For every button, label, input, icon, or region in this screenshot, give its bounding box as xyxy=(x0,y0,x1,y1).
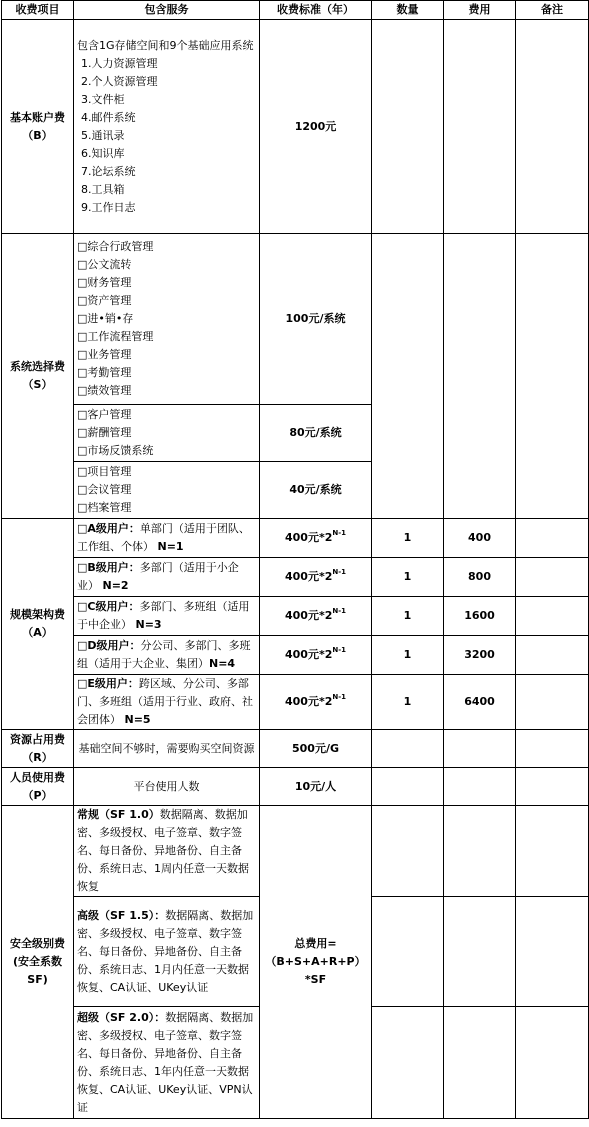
scale-price-exp: N-1 xyxy=(332,529,346,538)
scale-n: N=2 xyxy=(102,579,129,592)
scale-option[interactable] xyxy=(74,519,260,558)
security-note[interactable] xyxy=(516,1007,589,1119)
scale-qty[interactable]: 1 xyxy=(372,636,444,675)
system-option[interactable]: □工作流程管理 xyxy=(77,330,154,343)
scale-n: N=1 xyxy=(157,540,184,553)
scale-price-exp: N-1 xyxy=(332,568,346,577)
system-group-1 xyxy=(74,234,260,405)
security-level[interactable] xyxy=(74,897,260,1007)
system-qty[interactable] xyxy=(372,234,444,519)
security-category: 安全级别费(安全系数SF) xyxy=(2,806,74,1119)
scale-level: □E级用户： xyxy=(77,677,139,690)
scale-qty[interactable]: 1 xyxy=(372,519,444,558)
scale-price xyxy=(260,597,372,636)
security-row xyxy=(2,806,589,897)
scale-note[interactable] xyxy=(516,558,589,597)
scale-option[interactable] xyxy=(74,597,260,636)
scale-row xyxy=(2,636,589,675)
scale-price xyxy=(260,558,372,597)
security-qty[interactable] xyxy=(372,806,444,897)
header-category: 收费项目 xyxy=(2,1,74,20)
system-option[interactable]: □财务管理 xyxy=(77,276,132,289)
header-note: 备注 xyxy=(516,1,589,20)
header-fee: 费用 xyxy=(444,1,516,20)
security-level-title: 高级（SF 1.5）： xyxy=(77,908,166,922)
scale-row xyxy=(2,558,589,597)
security-note[interactable] xyxy=(516,897,589,1007)
basic-intro: 包含1G存储空间和9个基础应用系统 xyxy=(77,38,254,52)
scale-option[interactable] xyxy=(74,558,260,597)
personnel-desc: 平台使用人数 xyxy=(74,768,260,806)
scale-category: 规模架构费（A） xyxy=(2,519,74,730)
scale-level: □A级用户： xyxy=(77,522,140,535)
scale-n: N=5 xyxy=(124,713,151,726)
resource-fee[interactable] xyxy=(444,730,516,768)
system-price-2: 80元/系统 xyxy=(260,405,372,462)
system-option[interactable]: □综合行政管理 xyxy=(77,240,154,253)
scale-price-exp: N-1 xyxy=(332,646,346,655)
scale-level: □B级用户： xyxy=(77,561,140,574)
pricing-table xyxy=(1,0,589,1119)
resource-row xyxy=(2,730,589,768)
system-row xyxy=(2,234,589,405)
personnel-note[interactable] xyxy=(516,768,589,806)
system-option[interactable]: □资产管理 xyxy=(77,294,132,307)
system-option[interactable]: □业务管理 xyxy=(77,348,132,361)
basic-qty[interactable] xyxy=(372,20,444,234)
scale-desc: 多部门、多班组（适用于中企业） xyxy=(77,600,250,631)
security-level-desc: 数据隔离、数据加密、多级授权、电子签章、数字签名、每日备份、异地备份、自主备份、系统日志、1月内任意一天数据恢复、CA认证、UKey认证 xyxy=(77,908,254,994)
security-qty[interactable] xyxy=(372,1007,444,1119)
scale-desc: 单部门（适用于团队、工作组、个体） xyxy=(77,522,250,553)
security-level-title: 超级（SF 2.0）： xyxy=(77,1010,166,1024)
scale-note[interactable] xyxy=(516,597,589,636)
scale-desc: 多部门（适用于小企业） xyxy=(77,561,239,592)
scale-price-base: 400元*2 xyxy=(284,570,333,583)
basic-services xyxy=(74,20,260,234)
scale-row xyxy=(2,519,589,558)
scale-price xyxy=(260,675,372,730)
security-level[interactable] xyxy=(74,806,260,897)
scale-note[interactable] xyxy=(516,675,589,730)
scale-option[interactable] xyxy=(74,675,260,730)
security-level-desc: 数据隔离、数据加密、多级授权、电子签章、数字签名、每日备份、异地备份、自主备份、系统日志、1年内任意一天数据恢复、CA认证、UKey认证、VPN认证 xyxy=(77,1010,254,1114)
header-services: 包含服务 xyxy=(74,1,260,20)
scale-price-exp: N-1 xyxy=(332,607,346,616)
system-option[interactable]: □会议管理 xyxy=(77,483,132,496)
system-option[interactable]: □项目管理 xyxy=(77,465,132,478)
basic-item: 8.工具箱 xyxy=(81,182,125,196)
resource-desc: 基础空间不够时，需要购买空间资源 xyxy=(74,730,260,768)
personnel-qty[interactable] xyxy=(372,768,444,806)
scale-fee: 400 xyxy=(444,519,516,558)
basic-item: 9.工作日志 xyxy=(81,200,136,214)
system-group-2 xyxy=(74,405,260,462)
basic-fee[interactable] xyxy=(444,20,516,234)
system-option[interactable]: □考勤管理 xyxy=(77,366,132,379)
system-option[interactable]: □进•销•存 xyxy=(77,312,134,325)
system-option[interactable]: □市场反馈系统 xyxy=(77,444,154,457)
scale-qty[interactable]: 1 xyxy=(372,558,444,597)
header-row xyxy=(2,1,589,20)
scale-n: N=3 xyxy=(135,618,162,631)
system-group-3 xyxy=(74,462,260,519)
security-fee[interactable] xyxy=(444,1007,516,1119)
scale-price xyxy=(260,519,372,558)
scale-desc: 分公司、多部门、多班组（适用于大企业、集团） xyxy=(77,639,251,670)
header-qty: 数量 xyxy=(372,1,444,20)
system-option[interactable]: □档案管理 xyxy=(77,501,132,514)
scale-note[interactable] xyxy=(516,519,589,558)
scale-desc: 跨区域、分公司、多部门、多班组（适用于行业、政府、社会团体） xyxy=(77,677,253,726)
system-option[interactable]: □绩效管理 xyxy=(77,384,132,397)
security-total: 总费用=（B+S+A+R+P）*SF xyxy=(260,806,372,1119)
basic-item: 3.文件柜 xyxy=(81,92,125,106)
security-qty[interactable] xyxy=(372,897,444,1007)
personnel-category: 人员使用费（P） xyxy=(2,768,74,806)
scale-price xyxy=(260,636,372,675)
scale-qty[interactable]: 1 xyxy=(372,597,444,636)
scale-price-base: 400元*2 xyxy=(284,695,333,708)
security-level[interactable] xyxy=(74,1007,260,1119)
scale-fee: 6400 xyxy=(444,675,516,730)
system-option[interactable]: □薪酬管理 xyxy=(77,426,132,439)
system-price-3: 40元/系统 xyxy=(260,462,372,519)
scale-option[interactable] xyxy=(74,636,260,675)
scale-row xyxy=(2,597,589,636)
scale-n: N=4 xyxy=(209,657,236,670)
scale-fee: 1600 xyxy=(444,597,516,636)
scale-qty[interactable]: 1 xyxy=(372,675,444,730)
security-level-title: 常规（SF 1.0） xyxy=(77,808,160,821)
resource-price: 500元/G xyxy=(260,730,372,768)
system-option[interactable]: □客户管理 xyxy=(77,408,132,421)
scale-level: □C级用户： xyxy=(77,600,140,613)
system-option[interactable]: □公文流转 xyxy=(77,258,132,271)
scale-level: □D级用户： xyxy=(77,639,141,652)
personnel-price: 10元/人 xyxy=(260,768,372,806)
system-fee[interactable] xyxy=(444,234,516,519)
scale-row xyxy=(2,675,589,730)
security-fee[interactable] xyxy=(444,806,516,897)
resource-qty[interactable] xyxy=(372,730,444,768)
basic-item: 4.邮件系统 xyxy=(81,110,136,124)
basic-price: 1200元 xyxy=(260,20,372,234)
basic-item: 5.通讯录 xyxy=(81,128,125,142)
basic-item: 7.论坛系统 xyxy=(81,164,136,178)
system-note[interactable] xyxy=(516,234,589,519)
personnel-fee[interactable] xyxy=(444,768,516,806)
basic-item: 2.个人资源管理 xyxy=(81,74,158,88)
basic-item: 1.人力资源管理 xyxy=(81,56,158,70)
system-price-1: 100元/系统 xyxy=(260,234,372,405)
personnel-row xyxy=(2,768,589,806)
system-category: 系统选择费（S） xyxy=(2,234,74,519)
scale-note[interactable] xyxy=(516,636,589,675)
scale-price-base: 400元*2 xyxy=(284,531,333,544)
scale-price-base: 400元*2 xyxy=(284,648,333,661)
scale-fee: 800 xyxy=(444,558,516,597)
resource-note[interactable] xyxy=(516,730,589,768)
basic-category: 基本账户费（B） xyxy=(2,20,74,234)
basic-item: 6.知识库 xyxy=(81,146,125,160)
scale-price-base: 400元*2 xyxy=(284,609,333,622)
security-fee[interactable] xyxy=(444,897,516,1007)
basic-note[interactable] xyxy=(516,20,589,234)
security-level-desc: 数据隔离、数据加密、多级授权、电子签章、数字签名、每日备份、异地备份、自主备份、系统日志、1周内任意一天数据恢复 xyxy=(77,808,249,893)
scale-price-exp: N-1 xyxy=(332,693,346,702)
security-note[interactable] xyxy=(516,806,589,897)
resource-category: 资源占用费（R） xyxy=(2,730,74,768)
scale-fee: 3200 xyxy=(444,636,516,675)
basic-row xyxy=(2,20,589,234)
header-price: 收费标准（年） xyxy=(260,1,372,20)
